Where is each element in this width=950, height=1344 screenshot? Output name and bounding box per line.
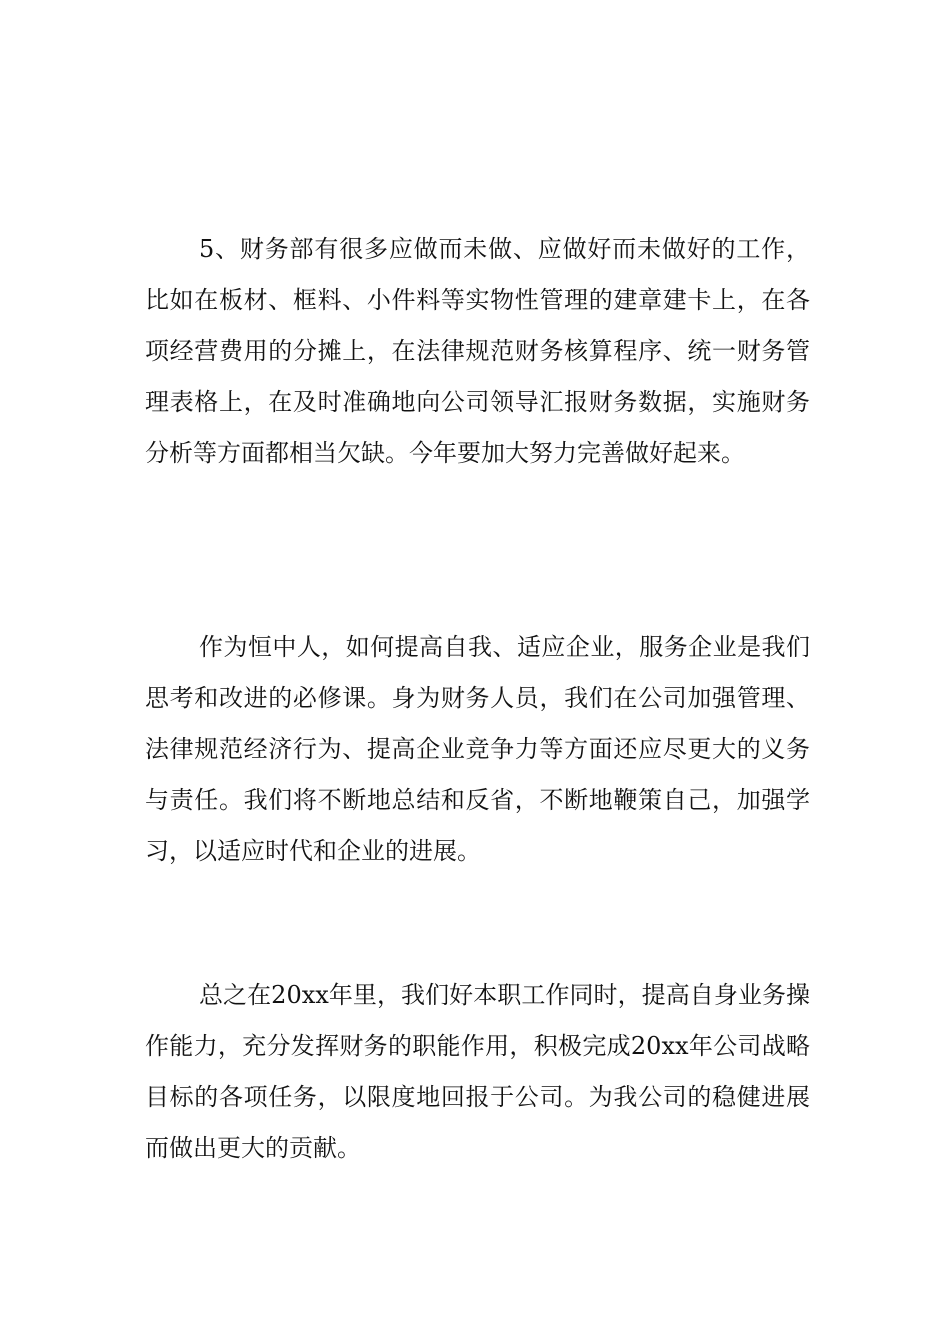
paragraph-finance-shortcomings: 5、财务部有很多应做而未做、应做好而未做好的工作，比如在板材、框料、小件料等实物性管理的建章建卡上，在各项经营费用的分摊上，在法律规范财务核算程序、统一财务管理表格上，在及时准确地向公司领导汇报财务数据，实施财务分析等方面都相当欠缺。今年要加大努力完善做好起来。 (145, 235, 810, 467)
paragraph-self-improvement: 作为恒中人，如何提高自我、适应企业，服务企业是我们思考和改进的必修课。身为财务人员，我们在公司加强管理、法律规范经济行为、提高企业竞争力等方面还应尽更大的义务与责任。我们将不断地总结和反省，不断地鞭策自己，加强学习，以适应时代和企业的进展。 (145, 633, 810, 865)
paragraph-conclusion: 总之在20xx年里，我们好本职工作同时，提高自身业务操作能力，充分发挥财务的职能作用，积极完成20xx年公司战略目标的各项任务，以限度地回报于公司。为我公司的稳健进展而做出更大的贡献。 (145, 981, 810, 1162)
